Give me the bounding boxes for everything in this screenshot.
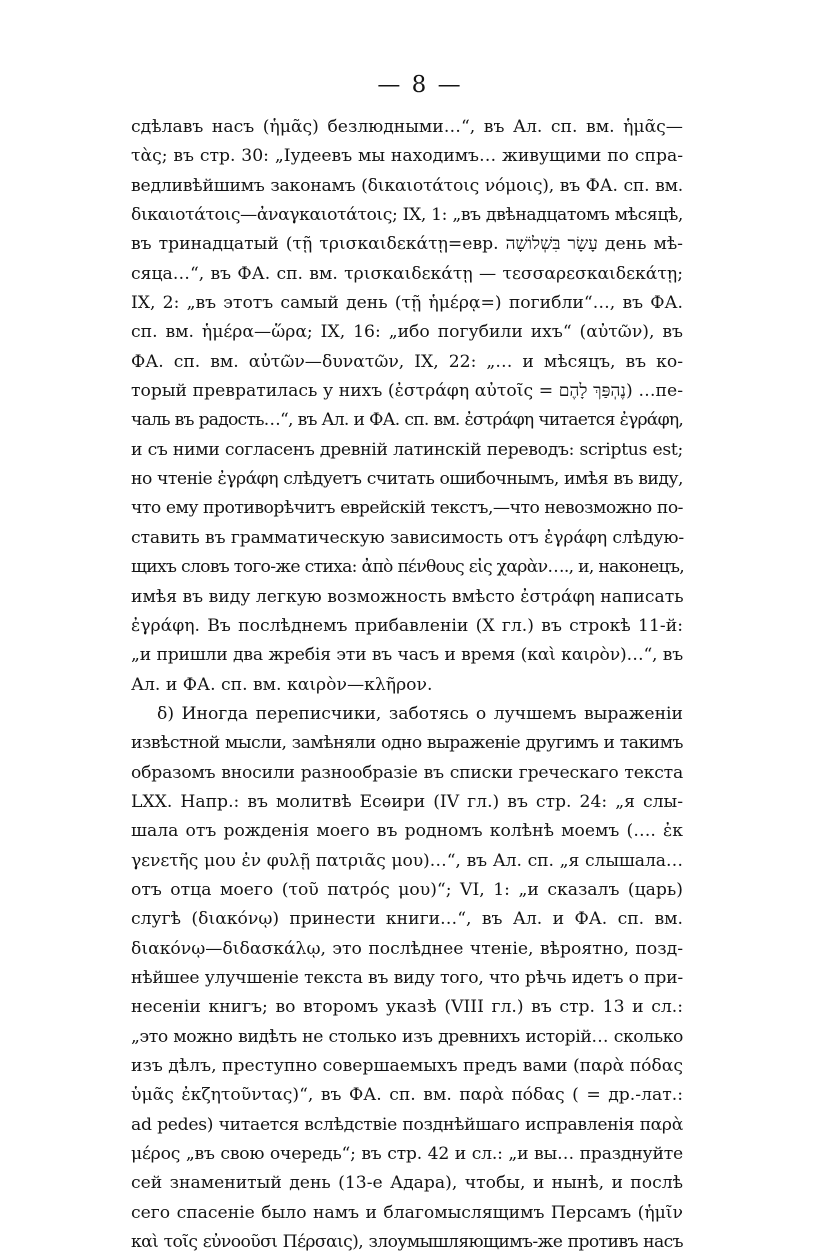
text-line: μέρος „въ свою очередь“; въ стр. 42 и сл.: „и вы… празднуйте — [131, 1144, 683, 1165]
text-line: ὑμᾶς ἐκζητοῦντας)“, въ ФА. сп. вм. παρὰ πόδας ( = др.-лат.: — [131, 1085, 683, 1106]
text-line: IX, 2: „въ этотъ самый день (τῇ ἡμέρᾳ=) погибли“…, въ ФА. — [131, 293, 683, 314]
text-line: ФА. сп. вм. αὐτῶν—δυνατῶν, IX, 22: „… и мѣсяцъ, въ ко- — [131, 351, 683, 372]
text-line: τὰς; въ стр. 30: „Іудеевъ мы находимъ… живущими по спра- — [131, 146, 683, 167]
text-line: сего спасеніе было намъ и благомыслящимъ Персамъ (ἡμῖν — [131, 1202, 683, 1223]
text-line: ἐγράφη. Въ послѣднемъ прибавленіи (X гл.) въ строкѣ 11-й: — [131, 615, 683, 636]
text-line: δικαιοτάτοις—ἀναγκαιοτάτοις; IX, 1: „въ двѣнадцатомъ мѣсяцѣ, — [131, 205, 683, 226]
text-line: сп. вм. ἡμέρα—ὥρα; IX, 16: „ибо погубили ихъ“ (αὐτῶν), въ — [131, 322, 683, 343]
text-line: чаль въ радость…“, въ Ал. и ФА. сп. вм. ἐστράφη читается ἐγράφη, — [131, 410, 683, 431]
text-line: образомъ вносили разнообразіе въ списки греческаго текста — [131, 762, 683, 783]
text-line: ставить въ грамматическую зависимость отъ ἐγράφη слѣдую- — [131, 527, 685, 548]
text-line: δ) Иногда переписчики, заботясь о лучшемъ выраженіи — [157, 703, 683, 724]
text-line: сдѣлавъ насъ (ἡμᾶς) безлюдными…“, въ Ал. сп. вм. ἡμᾶς— — [131, 117, 683, 137]
text-line: щихъ словъ того-же стиха: ἀπὸ πένθους εἰς χαρὰν…., и, наконецъ, — [131, 557, 684, 578]
text-line: нѣйшее улучшеніе текста въ виду того, что рѣчь идетъ о при- — [131, 967, 683, 988]
text-line: γενετῆς μου ἐν φυλῇ πατριᾶς μου)…“, въ Ал. сп. „я слышала… — [131, 850, 683, 871]
text-line: „это можно видѣть не столько изъ древнихъ исторій… сколько — [131, 1026, 683, 1047]
text-line: слугѣ (διακόνῳ) принести книги…“, въ Ал. и ФА. сп. вм. — [131, 909, 683, 930]
text-line: διακόνῳ—διδασκάλῳ, это послѣднее чтеніе, вѣроятно, позд- — [131, 938, 683, 959]
text-line: имѣя въ виду легкую возможность вмѣсто ἐστράφη написать — [131, 586, 684, 607]
text-line: ad pedes) читается вслѣдствіе позднѣйшаго исправленія παρὰ — [131, 1114, 683, 1135]
text-line: но чтеніе ἐγράφη слѣдуетъ считать ошибочнымъ, имѣя въ виду, — [131, 469, 683, 490]
body-text — [131, 113, 683, 1257]
text-line: несеніи книгъ; во второмъ указѣ (VIII гл.) въ стр. 13 и сл.: — [131, 997, 683, 1018]
text-line: καὶ τοῖς εὐνοοῦσι Πέρσαις), злоумышляющимъ-же противъ насъ — [131, 1232, 683, 1253]
text-line: въ тринадцатый (τῇ τρισκαιδεκάτῃ=евр. עָשָׂר בִּשְׁלוֹשָׁה день мѣ- — [131, 234, 683, 255]
text-line: ведливѣйшимъ законамъ (δικαιοτάτοις νόμοις), въ ФА. сп. вм. — [131, 175, 683, 196]
text-line: „и пришли два жребія эти въ часъ и время (καὶ καιρὸν)…“, въ — [131, 645, 683, 666]
page-number: — 8 — — [377, 72, 463, 98]
text-line: что ему противорѣчитъ еврейскій текстъ,—что невозможно по- — [131, 498, 683, 519]
text-line: отъ отца моего (τοῦ πατρός μου)“; VI, 1: „и сказалъ (царь) — [131, 879, 683, 900]
text-line: и съ ними согласенъ древній латинскій переводъ: scriptus est; — [131, 439, 683, 460]
text-line: шала отъ рожденія моего въ родномъ колѣнѣ моемъ (…. ἐκ — [131, 821, 683, 842]
text-line: сяца…“, въ ФА. сп. вм. τρισκαιδεκάτῃ — τεσσαρεσκαιδεκάτῃ; — [131, 263, 683, 284]
text-line: Ал. и ФА. сп. вм. καιρὸν—κλῆρον. — [131, 674, 433, 695]
text-line: торый превратилась у нихъ (ἐστράφη αὐτοῖς = נֶהְפַּךְ לָהֶם) …пе- — [131, 381, 683, 402]
text-line: LXX. Напр.: въ молитвѣ Есѳири (IV гл.) въ стр. 24: „я слы- — [131, 791, 683, 812]
text-line: извѣстной мысли, замѣняли одно выраженіе другимъ и такимъ — [131, 733, 683, 754]
text-line: сей знаменитый день (13-е Адара), чтобы, и нынѣ, и послѣ — [131, 1173, 683, 1194]
text-line: изъ дѣлъ, преступно совершаемыхъ предъ вами (παρὰ πόδας — [131, 1056, 683, 1076]
